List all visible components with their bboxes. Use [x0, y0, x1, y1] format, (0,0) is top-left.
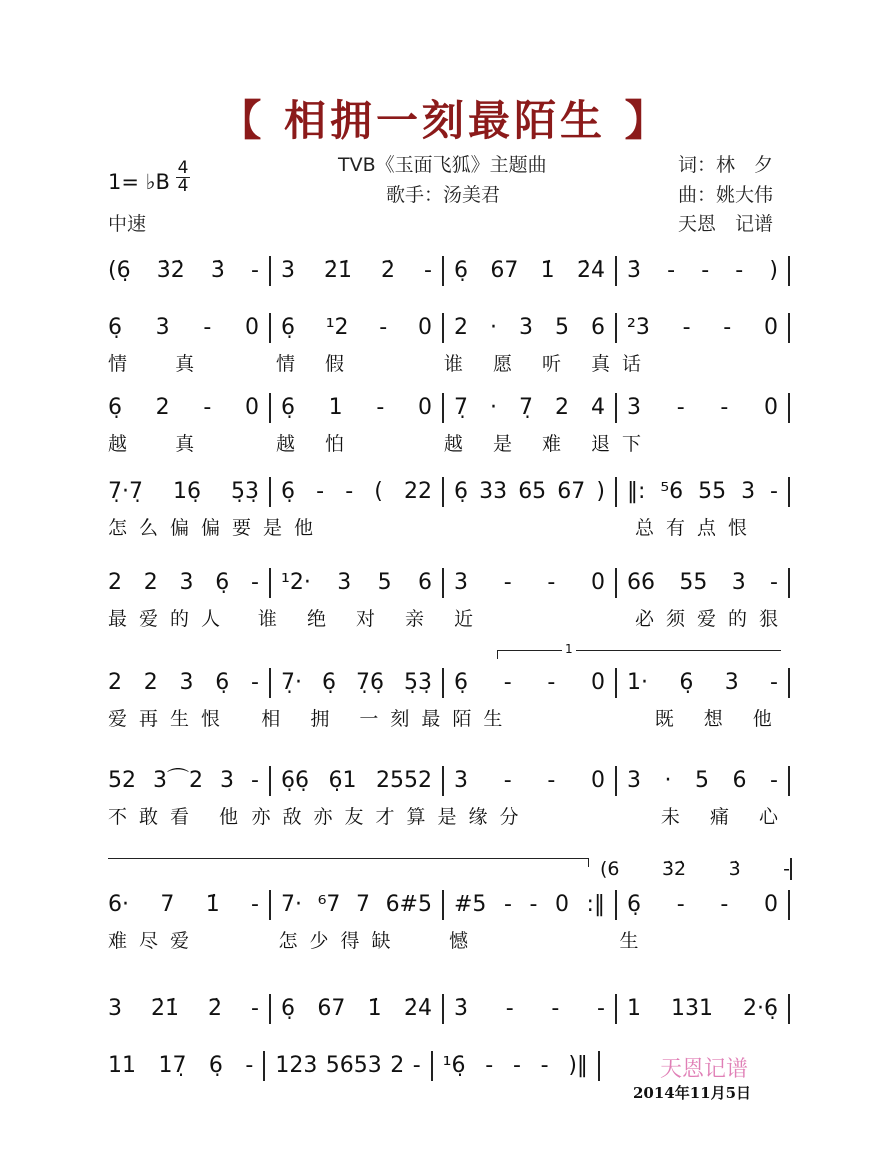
note: - — [203, 315, 212, 340]
notes-line — [108, 313, 790, 343]
note: - — [783, 858, 790, 880]
note: - — [701, 258, 710, 283]
notes-line — [108, 1051, 600, 1081]
note: - — [251, 892, 259, 917]
note: 3 — [454, 570, 468, 595]
measure — [271, 766, 444, 796]
lyric: 亦敌亦友才算是缘 — [251, 806, 500, 828]
lyric: 相 拥 一刻最陌 — [261, 708, 484, 730]
measure — [433, 1051, 600, 1081]
note: 6 — [591, 315, 605, 340]
note: 0 — [417, 395, 432, 420]
note: 6̣ — [679, 670, 694, 695]
note: 0 — [244, 395, 259, 420]
measure — [617, 766, 790, 796]
lyric: 不敢看 他 — [108, 806, 251, 828]
note: - — [735, 258, 744, 283]
note: 6̣ — [215, 570, 230, 595]
lyric: 话 — [622, 353, 654, 375]
note: 33 — [479, 479, 508, 504]
note: #5 — [454, 892, 487, 917]
tempo: 中速 — [108, 213, 147, 235]
score-row — [108, 994, 790, 1024]
notes-line — [108, 568, 790, 598]
note: 6̣ — [108, 395, 122, 420]
note: 1 — [328, 395, 343, 420]
note: 6̣ — [281, 479, 295, 504]
note: - — [770, 670, 778, 695]
note: - — [676, 892, 685, 917]
note: 2̇4̇ — [403, 996, 432, 1021]
measure — [444, 393, 617, 423]
note: - — [503, 670, 512, 695]
measure — [444, 477, 617, 507]
alt-ending — [600, 858, 792, 880]
note: 3 — [281, 258, 295, 283]
score-row — [108, 313, 790, 376]
note: 123 — [275, 1053, 318, 1078]
note: 6#5 — [385, 892, 432, 917]
subtitle: TVB《玉面飞狐》主题曲 — [338, 154, 547, 176]
note: - — [723, 315, 732, 340]
note: 6̣ — [208, 1053, 223, 1078]
lyrics-line — [108, 802, 790, 829]
note: 2·6̣ — [743, 996, 778, 1021]
note: 7̣6̣ — [356, 670, 384, 695]
note: 2̇ — [381, 258, 396, 283]
note: - — [676, 395, 685, 420]
note: 3 — [519, 315, 533, 340]
lyric: 越 是 难 退 — [443, 433, 623, 455]
measure — [271, 256, 444, 286]
note: - — [203, 395, 212, 420]
note: 7̣· — [281, 670, 302, 695]
note: 55 — [698, 479, 727, 504]
note: 6̣ — [108, 315, 122, 340]
note: 5̣3̣ — [404, 670, 432, 695]
note: 0 — [763, 315, 778, 340]
volta-bracket-1 — [497, 650, 781, 659]
score-row — [108, 668, 790, 731]
notes-line — [108, 890, 790, 920]
note: 3 — [741, 479, 756, 504]
note: - — [667, 258, 676, 283]
measure — [444, 766, 617, 796]
note: 7̣ — [454, 395, 468, 420]
lyrics-line — [108, 513, 790, 540]
note: 2 — [390, 1053, 405, 1078]
note: - — [316, 479, 325, 504]
note: 7 — [160, 892, 175, 917]
note: 3̇2̇ — [156, 258, 185, 283]
note: - — [512, 1053, 521, 1078]
measure — [444, 256, 617, 286]
note: 5 — [695, 768, 709, 793]
note: - — [412, 1053, 421, 1078]
note: · — [490, 315, 497, 340]
note: - — [547, 670, 556, 695]
note: 6̣ — [281, 395, 295, 420]
time-bottom: 4 — [177, 176, 189, 196]
score-row — [108, 393, 790, 456]
measure — [444, 568, 617, 598]
note: - — [379, 315, 388, 340]
note: ⁵6 — [660, 479, 684, 504]
note: :‖ — [586, 892, 605, 917]
note: 3⌒2 — [153, 768, 204, 793]
note: 67 — [490, 258, 519, 283]
note: (6̣ — [108, 258, 131, 283]
volta-label: 1 — [562, 642, 576, 656]
note: - — [251, 258, 259, 283]
note: - — [720, 892, 729, 917]
note: - — [720, 395, 729, 420]
notes-line — [108, 994, 790, 1024]
note: - — [529, 892, 538, 917]
note: - — [503, 892, 512, 917]
note: - — [485, 1053, 494, 1078]
note: 11 — [108, 1053, 136, 1078]
measure — [108, 256, 271, 286]
note: ¹2· — [281, 570, 311, 595]
lyric: 情 假 — [275, 353, 356, 375]
note: - — [245, 1053, 254, 1078]
measure — [271, 313, 444, 343]
time-top: 4 — [177, 158, 189, 178]
note: 65 — [518, 479, 547, 504]
note: 5653 — [325, 1053, 382, 1078]
note: 2 — [143, 670, 158, 695]
note: ⁶7 — [317, 892, 341, 917]
note: 131 — [671, 996, 713, 1021]
note: 2̇ — [208, 996, 223, 1021]
note: 6 — [417, 570, 432, 595]
note: 7· — [281, 892, 302, 917]
note: 2 — [454, 315, 468, 340]
singer: 歌手：汤美君 — [386, 184, 501, 206]
note: ²3 — [627, 315, 650, 340]
note: 1 — [627, 996, 641, 1021]
note: 0 — [763, 892, 778, 917]
note: 3̇ — [728, 858, 741, 880]
note: - — [540, 1053, 549, 1078]
note: 6̣ — [454, 670, 468, 695]
note: 52 — [108, 768, 136, 793]
lyrics-line — [108, 429, 790, 456]
transcriber: 天恩 记谱 — [678, 213, 774, 235]
measure — [271, 393, 444, 423]
lyric: 必须爱的狠 — [634, 608, 790, 630]
measure — [271, 890, 444, 920]
note: - — [770, 479, 778, 504]
note: 5 — [555, 315, 569, 340]
note: - — [251, 670, 259, 695]
lyrics-line — [108, 926, 790, 953]
note: 6̣ — [281, 996, 295, 1021]
note: 3 — [627, 768, 641, 793]
note: - — [251, 996, 259, 1021]
lyric: 越 怕 — [275, 433, 356, 455]
note: 6̣ — [322, 670, 336, 695]
note: 3 — [220, 768, 235, 793]
note: 5 — [377, 570, 392, 595]
score-row — [108, 1051, 600, 1081]
note: 6 — [732, 768, 747, 793]
lyrics-line — [108, 704, 790, 731]
note: 6̣ — [215, 670, 230, 695]
note: 1̇ — [205, 892, 220, 917]
measure — [617, 477, 790, 507]
lyric: 谁 愿 听 真 — [443, 353, 623, 375]
note: 3 — [731, 570, 746, 595]
note: - — [597, 996, 605, 1021]
note: - — [503, 768, 512, 793]
note: - — [551, 996, 560, 1021]
measure — [617, 668, 790, 698]
note: 2 — [143, 570, 158, 595]
lyric: 爱再生恨 — [108, 708, 233, 730]
note: · — [490, 395, 497, 420]
date: 2014年11月5日 — [633, 1084, 752, 1102]
note: - — [547, 570, 556, 595]
time-signature — [176, 160, 190, 195]
note: 3̇ — [454, 996, 468, 1021]
note: 7 — [355, 892, 370, 917]
note: 1̇ — [367, 996, 382, 1021]
note: 55 — [679, 570, 708, 595]
note: 67 — [317, 996, 346, 1021]
lyric — [325, 513, 480, 540]
lyric: 最爱的人 — [108, 608, 233, 630]
measure — [617, 890, 790, 920]
note: - — [345, 479, 354, 504]
lyric: 既 想 他 — [636, 708, 784, 730]
lyric: 情 真 — [108, 353, 207, 375]
note: 3 — [108, 996, 122, 1021]
measure — [271, 994, 444, 1024]
note: - — [505, 996, 514, 1021]
note: 3̇ — [210, 258, 225, 283]
note: 6· — [108, 892, 129, 917]
note: 3 — [454, 768, 468, 793]
lyric: 难尽爱 — [108, 930, 202, 952]
measure — [271, 477, 444, 507]
note: - — [424, 258, 432, 283]
measure — [108, 890, 271, 920]
measure — [108, 568, 271, 598]
note: 67 — [557, 479, 586, 504]
note: 6̣ — [627, 892, 641, 917]
lyrics-line — [108, 349, 790, 376]
lyric: 生 — [619, 930, 651, 952]
measure — [444, 890, 617, 920]
lyric: 下 — [622, 433, 654, 455]
note: 6̣6̣ — [281, 768, 309, 793]
transcriber-stamp: 天恩记谱 — [660, 1057, 749, 1082]
note: ‖: — [627, 479, 646, 504]
measure — [617, 568, 790, 598]
note: 2̇1̇ — [324, 258, 353, 283]
lyric — [480, 513, 635, 540]
note: 6̣ — [454, 258, 468, 283]
notes-line — [108, 393, 790, 423]
note: 7̣ — [519, 395, 533, 420]
note: 3̇ — [627, 258, 641, 283]
measure — [271, 568, 444, 598]
note: 0 — [417, 315, 432, 340]
measure — [271, 668, 444, 698]
note: 3 — [627, 395, 641, 420]
note: - — [503, 570, 512, 595]
score-row — [108, 766, 790, 829]
note: 1· — [627, 670, 648, 695]
note: ) — [769, 258, 778, 283]
note: 3 — [179, 670, 194, 695]
note: 16̣ — [173, 479, 201, 504]
note: 6̣ — [281, 315, 295, 340]
composer: 曲：姚大伟 — [678, 184, 774, 206]
score-row — [108, 477, 790, 540]
note: 2 — [555, 395, 569, 420]
lyric: 生 — [483, 708, 515, 730]
note: - — [376, 395, 385, 420]
measure — [444, 994, 617, 1024]
note: - — [547, 768, 556, 793]
note: 0 — [590, 768, 605, 793]
score-row — [108, 568, 790, 631]
note: ) — [596, 479, 605, 504]
note: ¹2 — [325, 315, 349, 340]
measure — [617, 256, 790, 286]
note: 0 — [554, 892, 569, 917]
note: 66 — [627, 570, 655, 595]
measure — [108, 766, 271, 796]
volta-bracket-continued — [108, 858, 589, 867]
note: 22 — [404, 479, 432, 504]
note: 0 — [244, 315, 259, 340]
measure — [108, 1051, 265, 1081]
note: 3 — [179, 570, 194, 595]
note: ¹6̣ — [442, 1053, 466, 1078]
measure — [108, 393, 271, 423]
measure — [265, 1051, 432, 1081]
note: 3 — [155, 315, 170, 340]
note: 17̣ — [158, 1053, 187, 1078]
note: 7̣·7̣ — [108, 479, 143, 504]
lyricist: 词：林 夕 — [678, 154, 774, 176]
note: 0 — [763, 395, 778, 420]
note: 3̇2̇ — [661, 858, 687, 880]
notes-line — [108, 668, 790, 698]
measure — [108, 668, 271, 698]
measure — [108, 994, 271, 1024]
note: - — [682, 315, 691, 340]
lyric: 怎么偏偏要是他 — [108, 517, 326, 539]
note: - — [770, 768, 778, 793]
note: 2 — [108, 670, 122, 695]
note: ( — [374, 479, 383, 504]
lyric: 谁 绝 对 亲 近 — [257, 608, 486, 630]
note: · — [664, 768, 672, 793]
notes-line — [108, 766, 790, 796]
note: 6̣ — [454, 479, 468, 504]
note: 6̣1 — [328, 768, 357, 793]
note: 2̇4̇ — [576, 258, 605, 283]
notes-line — [108, 256, 790, 286]
lyric: 分 — [499, 806, 531, 828]
measure — [108, 477, 271, 507]
score-row — [108, 890, 790, 953]
score-row — [108, 256, 790, 286]
note: 1̇ — [540, 258, 555, 283]
note: (6 — [600, 858, 620, 880]
measure — [108, 313, 271, 343]
lyrics-line — [108, 604, 790, 631]
measure — [617, 994, 790, 1024]
lyric — [485, 604, 635, 631]
note: 5̣3̣ — [231, 479, 259, 504]
measure — [444, 668, 617, 698]
note: 0 — [590, 570, 605, 595]
lyric: 总有点恨 — [635, 517, 760, 539]
lyric: 越 真 — [108, 433, 207, 455]
note: 0 — [590, 670, 605, 695]
measure — [444, 313, 617, 343]
note: 2̇1̇ — [151, 996, 180, 1021]
measure — [617, 393, 790, 423]
lyric: 未 痛 心 — [642, 806, 791, 828]
note: 3 — [724, 670, 739, 695]
note: - — [251, 768, 259, 793]
note: 2552 — [376, 768, 432, 793]
note: 4 — [591, 395, 605, 420]
note: - — [251, 570, 259, 595]
note: 3 — [337, 570, 352, 595]
measure — [617, 313, 790, 343]
key-signature: 1= ♭B — [108, 170, 170, 194]
song-title: 【 相拥一刻最陌生 】 — [219, 96, 671, 145]
note: 2 — [155, 395, 170, 420]
lyric: 怎少得缺 — [278, 930, 403, 952]
note: - — [770, 570, 778, 595]
notes-line — [108, 477, 790, 507]
lyric: 憾 — [449, 930, 481, 952]
note: )‖ — [568, 1053, 588, 1078]
note: 2 — [108, 570, 122, 595]
